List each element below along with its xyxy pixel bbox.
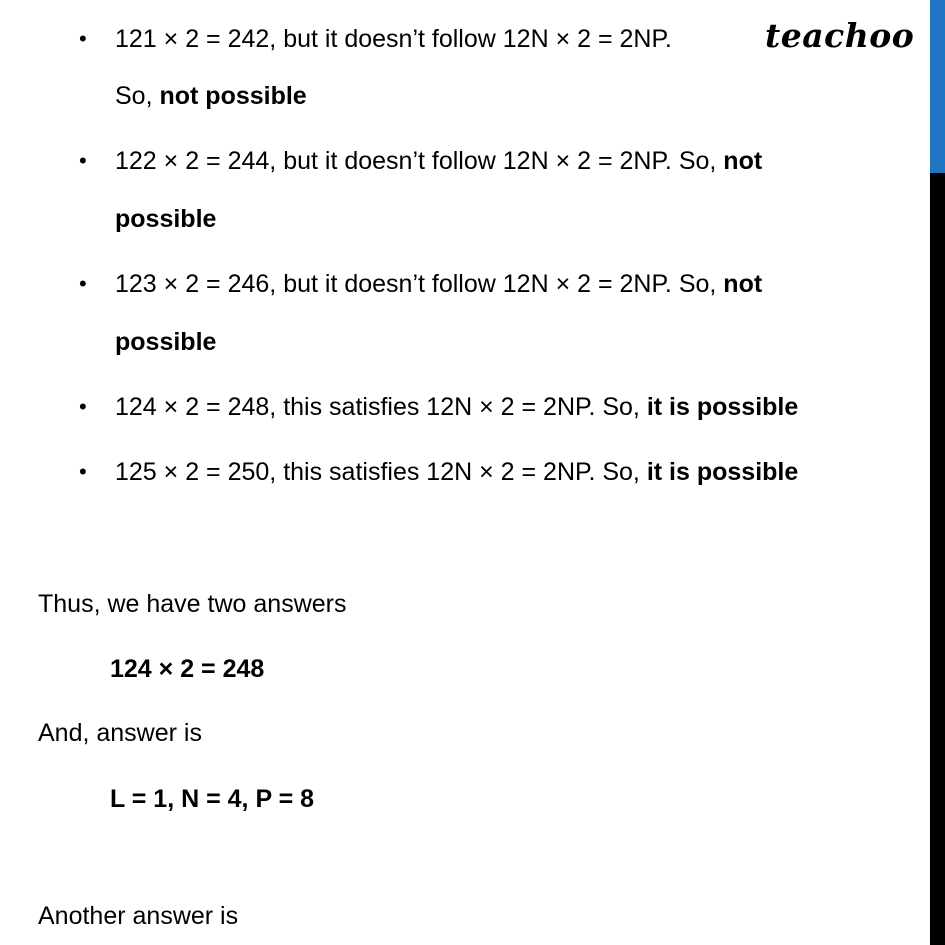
side-bar-accent	[930, 0, 945, 173]
answer-values: L = 1, N = 4, P = 8	[110, 785, 315, 813]
bullet-dot: •	[79, 148, 87, 173]
bullet-item-3-continuation	[115, 327, 216, 357]
bullet-bold-text: possible	[115, 205, 217, 233]
bullet-text	[115, 392, 798, 422]
bullet-dot: •	[79, 271, 87, 296]
right-side-bar	[930, 0, 945, 945]
bullet-bold-text: not possible	[159, 82, 307, 110]
bullet-dot: •	[79, 26, 87, 51]
conclusion-intro: Thus, we have two answers	[38, 590, 347, 618]
teachoo-logo: teachoo	[765, 16, 915, 55]
bullet-bold-text: not	[723, 270, 763, 298]
bullet-dot: •	[79, 394, 87, 419]
bullet-text-line: 121 × 2 = 242, but it doesn’t follow 12N × 2 = 2NP.	[115, 25, 672, 53]
another-answer-label: Another answer is	[38, 902, 239, 930]
bullet-text	[115, 457, 798, 487]
bullet-dot: •	[79, 459, 87, 484]
bullet-bold-text: not	[723, 147, 763, 175]
bullet-text-line: 122 × 2 = 244, but it doesn’t follow 12N × 2 = 2NP. So,	[115, 147, 724, 175]
bullet-text-line: 125 × 2 = 250, this satisfies 12N × 2 = 2NP. So,	[115, 458, 647, 486]
bullet-text	[115, 24, 672, 54]
bullet-text	[115, 269, 762, 299]
bullet-bold-text: it is possible	[646, 393, 799, 421]
bullet-text-line: 124 × 2 = 248, this satisfies 12N × 2 = 2NP. So,	[115, 393, 647, 421]
bullet-text	[115, 146, 762, 176]
bullet-text-line: 123 × 2 = 246, but it doesn’t follow 12N × 2 = 2NP. So,	[115, 270, 724, 298]
and-answer-label: And, answer is	[38, 719, 202, 747]
bullet-bold-text: it is possible	[646, 458, 799, 486]
conclusion-equation: 124 × 2 = 248	[110, 655, 265, 683]
bullet-item-1-continuation	[115, 81, 307, 111]
bullet-item-2-continuation	[115, 204, 216, 234]
bullet-bold-text: possible	[115, 328, 217, 356]
bullet-text-line: So,	[115, 82, 160, 110]
